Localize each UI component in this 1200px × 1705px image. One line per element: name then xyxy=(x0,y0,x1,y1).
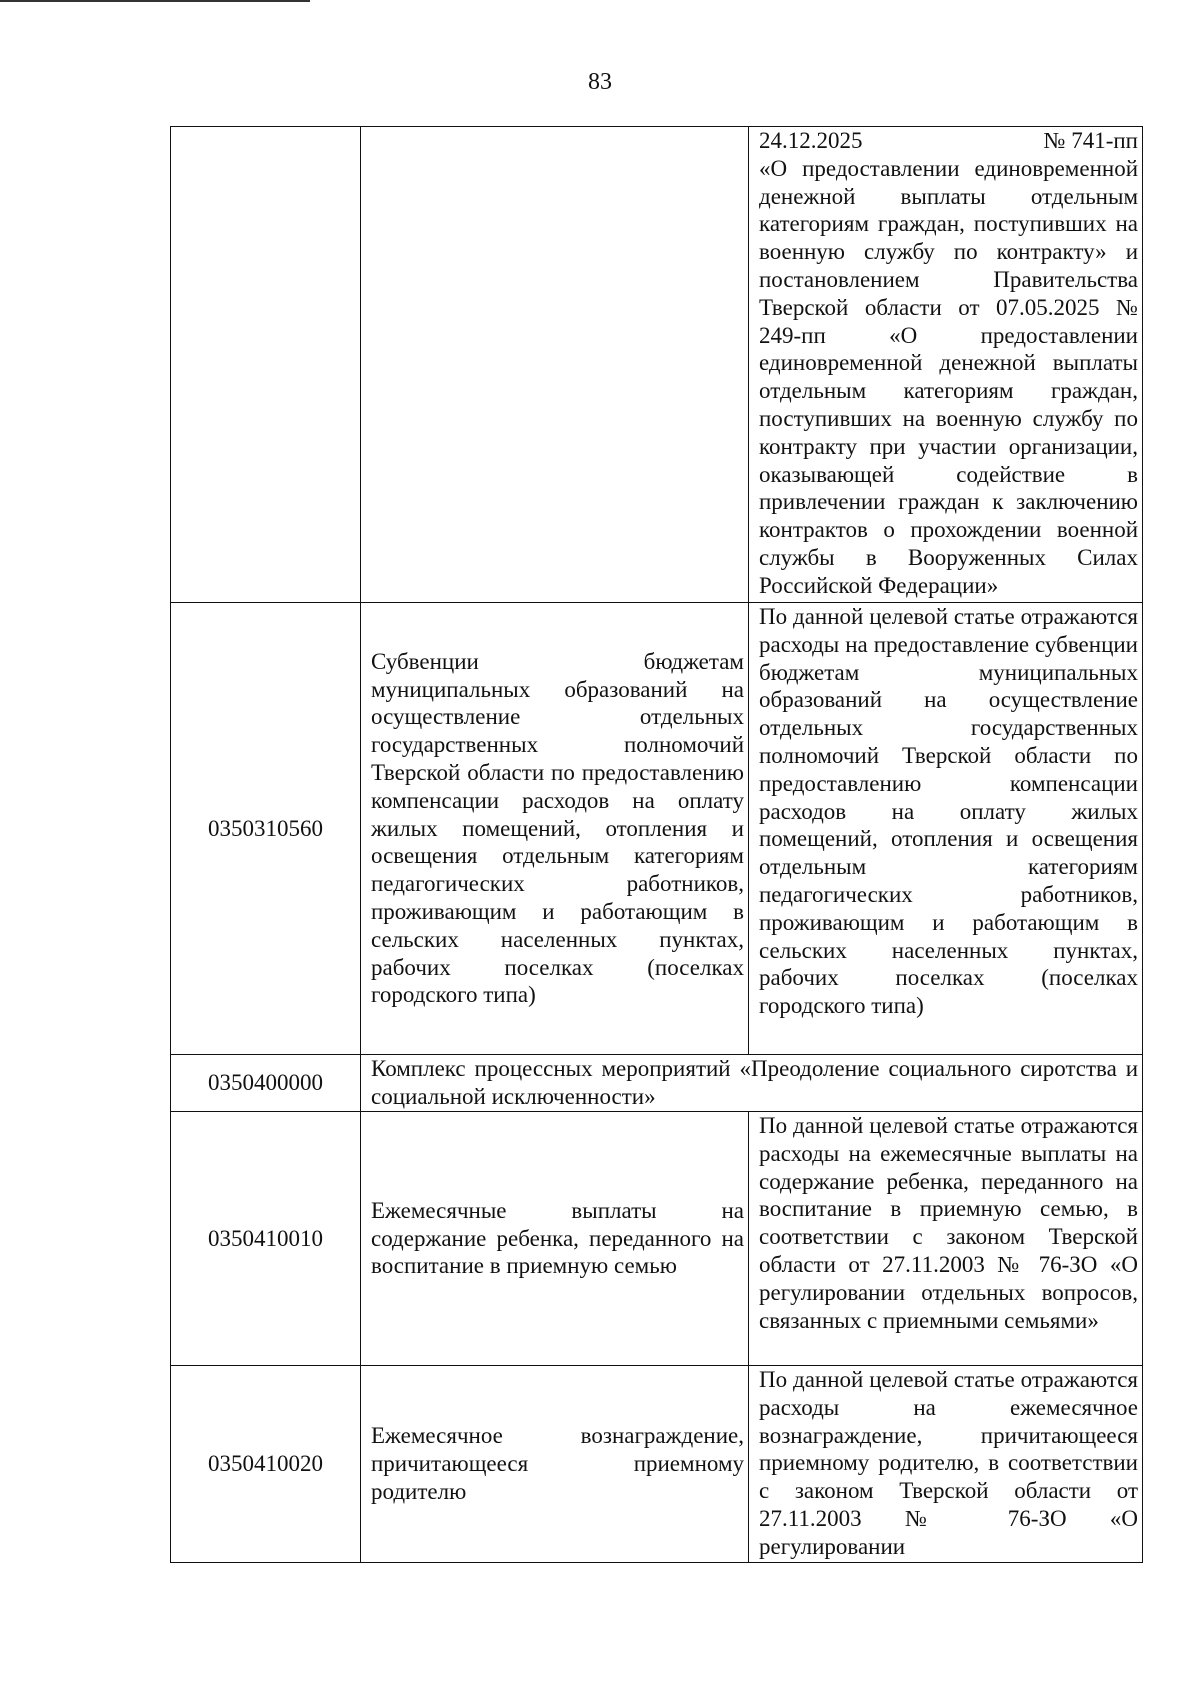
table-row xyxy=(171,127,1143,603)
description-cell: По данной целевой статье отражаются расходы на ежемесячное вознаграждение, причитающееся приемному родителю, в соответствии с законом Тверской области от 27.11.2003 № 76-ЗО «О регулировании xyxy=(749,1366,1143,1563)
table-row xyxy=(171,1055,1143,1112)
table-row xyxy=(171,1366,1143,1563)
table-row xyxy=(171,1112,1143,1366)
description-text: «О предоставлении единовременной денежной выплаты отдельным категориям граждан, поступивших на военную службу по контракту» и постановлением Правительства Тверской области от 07.05.2025 № 249-пп «О предоставлении единовременной денежной выплаты отдельным категориям граждан, поступивших на военную службу по контракту при участии организации, оказывающей содействие в привлечении граждан к заключению контрактов о прохождении военной службы в Вооруженных Силах Российской Федерации» xyxy=(759,155,1138,598)
description-cell: По данной целевой статье отражаются расходы на ежемесячные выплаты на содержание ребенка, переданного на воспитание в приемную семью, в соответствии с законом Тверской области от 27.11.2003 № 76-ЗО «О регулировании отдельных вопросов, связанных с приемными семьями» xyxy=(749,1112,1143,1366)
budget-classification-table xyxy=(170,126,1143,1563)
table-row xyxy=(171,603,1143,1055)
resolution-number: № 741-пп xyxy=(1043,128,1138,153)
code-cell: 0350400000 xyxy=(171,1055,361,1112)
description-first-line xyxy=(759,127,1138,155)
scan-top-edge-line xyxy=(0,0,310,2)
code-cell xyxy=(171,127,361,603)
code-cell: 0350410020 xyxy=(171,1366,361,1563)
name-cell: Субвенции бюджетам муниципальных образований на осуществление отдельных государственных полномочий Тверской области по предоставлению компенсации расходов на оплату жилых помещений, отопления и освещения отдельным категориям педагогических работников, проживающим и работающим в сельских населенных пунктах, рабочих поселках (поселках городского типа) xyxy=(361,603,749,1055)
description-cell xyxy=(749,127,1143,603)
page-number: 83 xyxy=(588,69,612,95)
name-cell xyxy=(361,127,749,603)
name-cell: Ежемесячное вознаграждение, причитающееся приемному родителю xyxy=(361,1366,749,1563)
code-cell: 0350410010 xyxy=(171,1112,361,1366)
merged-title-cell: Комплекс процессных мероприятий «Преодоление социального сиротства и социальной исключенности» xyxy=(361,1055,1143,1112)
name-cell: Ежемесячные выплаты на содержание ребенка, переданного на воспитание в приемную семью xyxy=(361,1112,749,1366)
code-cell: 0350310560 xyxy=(171,603,361,1055)
resolution-date: 24.12.2025 xyxy=(759,128,863,153)
description-cell: По данной целевой статье отражаются расходы на предоставление субвенции бюджетам муниципальных образований на осуществление отдельных государственных полномочий Тверской области по предоставлению компенсации расходов на оплату жилых помещений, отопления и освещения отдельным категориям педагогических работников, проживающим и работающим в сельских населенных пунктах, рабочих поселках (поселках городского типа) xyxy=(749,603,1143,1055)
